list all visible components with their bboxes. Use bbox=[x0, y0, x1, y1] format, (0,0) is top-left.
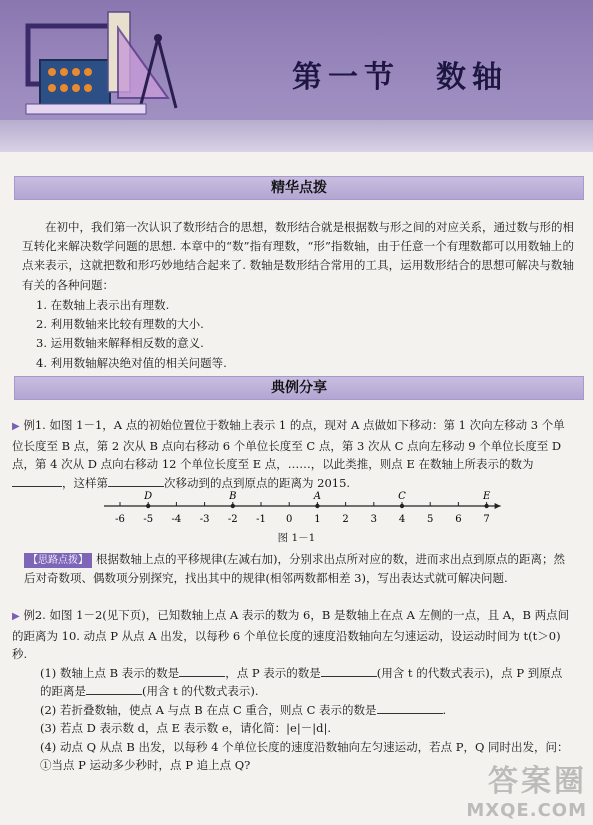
answer-blank[interactable] bbox=[86, 682, 142, 695]
tick-label: 0 bbox=[286, 514, 293, 525]
tick-label: -3 bbox=[199, 514, 210, 525]
list-item: 4. 利用数轴解决绝对值的相关问题等. bbox=[36, 355, 227, 370]
intro-paragraph bbox=[22, 218, 574, 295]
section-title: 第一节 数轴 bbox=[292, 60, 508, 95]
q2-end: . bbox=[442, 702, 447, 717]
axis-arrow bbox=[495, 503, 501, 509]
tick-label: 4 bbox=[398, 514, 406, 525]
list-item: 3. 运用数轴来解释相反数的意义. bbox=[36, 336, 204, 351]
number-line bbox=[100, 488, 510, 530]
point-label: A bbox=[313, 491, 322, 502]
watermark-url: MXQE.COM bbox=[466, 800, 587, 821]
point-marker bbox=[231, 504, 235, 508]
figure-caption: 图 1－1 bbox=[277, 532, 316, 544]
answer-blank[interactable] bbox=[321, 664, 377, 677]
q1-text-3: (用含 t 的代数式表示)，点 P 到原点的距离是 bbox=[40, 665, 563, 698]
geometry-tools-illustration bbox=[18, 8, 198, 128]
tick-label: -2 bbox=[227, 514, 238, 525]
example-2-label: 例2. bbox=[23, 608, 46, 622]
answer-blank[interactable] bbox=[377, 701, 443, 714]
example-2-intro: 如图 1－2(见下页)，已知数轴上点 A 表示的数为 6，B 是数轴上在点 A 左侧的一点，且 A，B 两点间的距离为 10. 动点 P 从点 A 出发，以每秒 6 个单位长度的速度沿数轴向左匀速运动，设运动时间为 t(t＞0) 秒. bbox=[12, 608, 570, 661]
hint-block bbox=[24, 550, 576, 587]
triangle-icon: ▶ bbox=[12, 421, 20, 432]
point-label: C bbox=[398, 491, 406, 502]
q1-text: (1) 数轴上点 B 表示的数是 bbox=[40, 665, 180, 680]
watermark bbox=[466, 756, 587, 821]
point-label: B bbox=[229, 491, 237, 502]
question-4-1: ①当点 P 运动多少秒时，点 P 追上点 Q? bbox=[40, 758, 251, 772]
example-1-text-2: ，这样第 bbox=[62, 475, 108, 490]
tick-label: 3 bbox=[370, 514, 377, 525]
watermark-logo: 答案圈 bbox=[488, 764, 587, 799]
triangle-icon: ▶ bbox=[12, 611, 20, 622]
answer-blank[interactable] bbox=[12, 474, 62, 487]
question-1 bbox=[12, 664, 572, 701]
example-1-text: 如图 1－1，A 点的初始位置位于数轴上表示 1 的点，现对 A 点做如下移动：第 1 次向左移动 3 个单位长度至 B 点，第 2 次从 B 点向右移动 6 个单位长度至 C 点，第 3 次从 C 点向左移动 9 个单位长度至 D 点，第 4 次从 D 点向右移动 12 个单位长度至 E 点，……，以此类推，则点 E 在数轴上所表示的数为 bbox=[12, 418, 565, 471]
tick-label: -4 bbox=[171, 514, 182, 525]
list-item: 2. 利用数轴来比较有理数的大小. bbox=[36, 317, 204, 332]
tick-label: 7 bbox=[483, 514, 490, 525]
hint-text: 根据数轴上点的平移规律(左减右加)，分别求出点所对应的数，进而求出点到原点的距离；然后对奇数项、偶数项分别探究，找出其中的规律(相邻两数都相差 3)，写出表达式就可解决问题. bbox=[24, 552, 565, 585]
list-item: 1. 在数轴上表示出有理数. bbox=[36, 298, 170, 312]
tick-label: 5 bbox=[427, 514, 434, 525]
question-2 bbox=[12, 701, 572, 720]
question-4: (4) 动点 Q 从点 B 出发，以每秒 4 个单位长度的速度沿数轴向左匀速运动，若点 P，Q 同时出发，问： bbox=[40, 739, 569, 754]
example-1-text-3: 次移动到的点到原点的距离为 2015. bbox=[164, 475, 351, 490]
point-label: E bbox=[482, 491, 491, 502]
point-marker bbox=[400, 504, 404, 508]
answer-blank[interactable] bbox=[179, 664, 225, 677]
q1-text-2: ，点 P 表示的数是 bbox=[225, 665, 321, 680]
section-banner-examples: 典例分享 bbox=[14, 376, 584, 400]
tick-label: -1 bbox=[256, 514, 266, 525]
q2-text: (2) 若折叠数轴，使点 A 与点 B 在点 C 重合，则点 C 表示的数是 bbox=[40, 702, 377, 717]
point-label: D bbox=[144, 491, 153, 502]
example-1-label: 例1. bbox=[23, 418, 46, 432]
point-marker bbox=[484, 504, 488, 508]
q1-text-4: (用含 t 的代数式表示). bbox=[142, 684, 259, 698]
section-banner-highlights: 精华点拨 bbox=[14, 176, 584, 200]
example-1 bbox=[12, 416, 572, 492]
tick-label: -5 bbox=[143, 514, 154, 525]
points-list bbox=[36, 296, 227, 373]
hint-tag: 【思路点拨】 bbox=[24, 553, 92, 568]
intro-text: 在初中，我们第一次认识了数形结合的思想，数形结合就是根据数与形之间的对应关系，通过数与形的相互转化来解决数学问题的思想. 本章中的“数”指有理数，“形”指数轴，由于任意一个有理数都可以用数轴上的点来表示，这就把数和形巧妙地结合起来了. 数轴是数形结合常用的工具，运用数形结合的思想可解决与数轴有关的各种问题： bbox=[22, 220, 574, 292]
example-2 bbox=[12, 606, 572, 775]
tick-label: 1 bbox=[314, 514, 321, 525]
tick-label: 2 bbox=[342, 514, 349, 525]
question-3: (3) 若点 D 表示数 d，点 E 表示数 e，请化简：|e|－|d|. bbox=[40, 721, 331, 735]
tick-label: -6 bbox=[115, 514, 125, 525]
point-marker bbox=[146, 504, 150, 508]
tick-label: 6 bbox=[455, 514, 462, 525]
point-marker bbox=[315, 504, 319, 508]
header-strip bbox=[0, 120, 593, 152]
chapter-header bbox=[0, 0, 593, 150]
answer-blank[interactable] bbox=[108, 474, 164, 487]
